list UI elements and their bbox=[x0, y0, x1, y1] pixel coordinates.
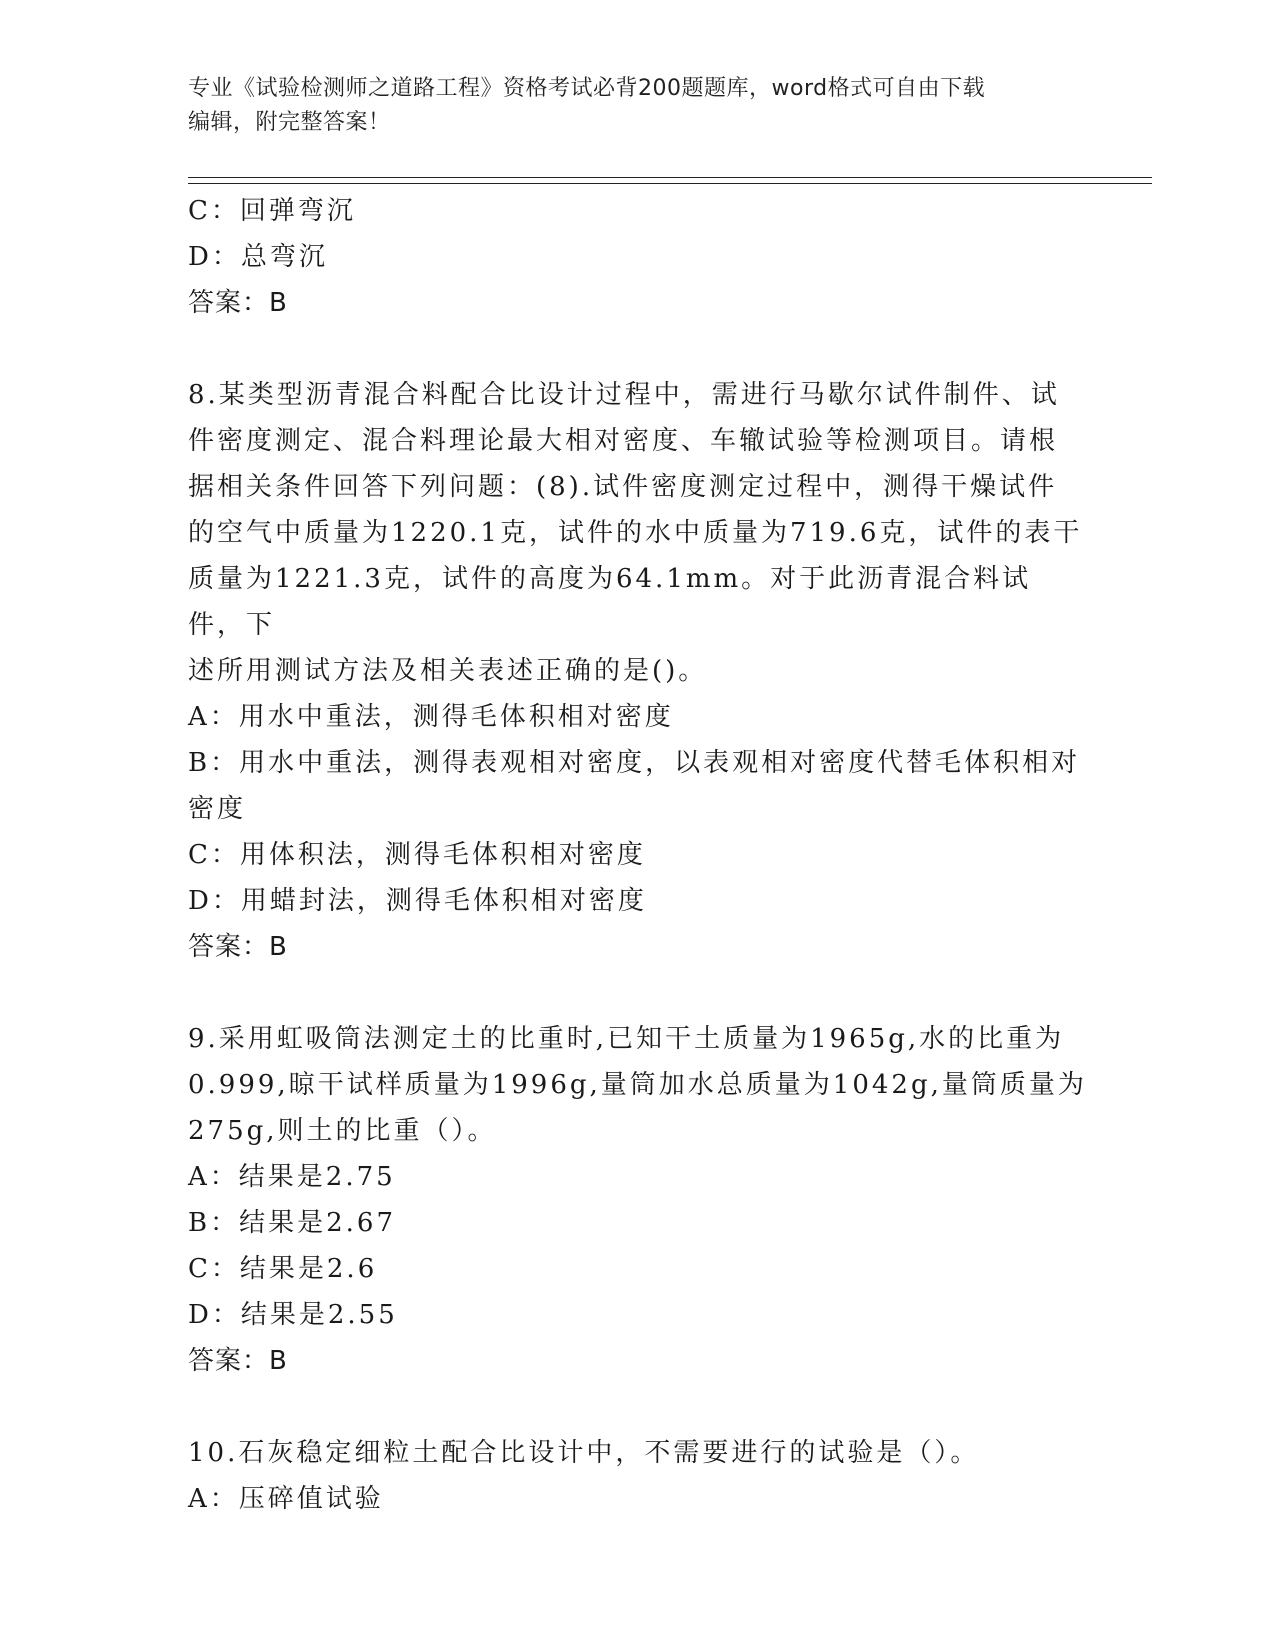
question-9 bbox=[188, 1016, 1088, 1384]
question-stem-line: 0.999,晾干试样质量为1996g,量筒加水总质量为1042g,量筒质量为 bbox=[188, 1070, 1087, 1100]
question-stem-line: 275g,则土的比重（）。 bbox=[188, 1116, 497, 1146]
document-header bbox=[188, 72, 1088, 140]
option-b-continued: 密度 bbox=[188, 794, 247, 824]
question-stem-line: 的空气中质量为1220.1克，试件的水中质量为719.6克，试件的表干 bbox=[188, 518, 1083, 548]
question-stem-line: 10.石灰稳定细粒土配合比设计中，不需要进行的试验是（）。 bbox=[188, 1438, 980, 1468]
option-c: C：用体积法，测得毛体积相对密度 bbox=[188, 840, 646, 870]
question-stem-line: 件密度测定、混合料理论最大相对密度、车辙试验等检测项目。请根 bbox=[188, 426, 1059, 456]
answer-line: 答案：B bbox=[188, 932, 288, 962]
answer-line: 答案：B bbox=[188, 1346, 288, 1376]
option-a: A：压碎值试验 bbox=[188, 1484, 384, 1514]
option-d: D：总弯沉 bbox=[188, 242, 328, 272]
question-7-tail bbox=[188, 188, 1088, 326]
option-d: D：用蜡封法，测得毛体积相对密度 bbox=[188, 886, 647, 916]
option-b: B：用水中重法，测得表观相对密度，以表观相对密度代替毛体积相对 bbox=[188, 748, 1081, 778]
spacer bbox=[188, 970, 1088, 1016]
spacer bbox=[188, 326, 1088, 372]
option-b: B：结果是2.67 bbox=[188, 1208, 396, 1238]
option-a: A：用水中重法，测得毛体积相对密度 bbox=[188, 702, 674, 732]
question-stem-line: 述所用测试方法及相关表述正确的是()。 bbox=[188, 656, 708, 686]
header-rule-top bbox=[188, 177, 1152, 178]
option-c: C：回弹弯沉 bbox=[188, 196, 356, 226]
question-stem-line: 9.采用虹吸筒法测定土的比重时,已知干土质量为1965g,水的比重为 bbox=[188, 1024, 1065, 1054]
answer-line: 答案：B bbox=[188, 288, 288, 318]
question-stem-line: 8.某类型沥青混合料配合比设计过程中，需进行马歇尔试件制件、试 bbox=[188, 380, 1060, 410]
option-a: A：结果是2.75 bbox=[188, 1162, 396, 1192]
question-8 bbox=[188, 372, 1088, 970]
header-rule-bottom bbox=[188, 183, 1152, 184]
question-stem-line: 质量为1221.3克，试件的高度为64.1mm。对于此沥青混合料试件，下 bbox=[188, 564, 1032, 640]
question-10 bbox=[188, 1430, 1088, 1522]
option-d: D：结果是2.55 bbox=[188, 1300, 398, 1330]
option-c: C：结果是2.6 bbox=[188, 1254, 378, 1284]
header-title-line-2: 编辑，附完整答案！ bbox=[188, 110, 391, 135]
question-stem-line: 据相关条件回答下列问题：(8).试件密度测定过程中，测得干燥试件 bbox=[188, 472, 1058, 502]
spacer bbox=[188, 1384, 1088, 1430]
document-body bbox=[188, 188, 1088, 1522]
header-title-line-1: 专业《试验检测师之道路工程》资格考试必背200题题库，word格式可自由下载 bbox=[188, 76, 986, 101]
